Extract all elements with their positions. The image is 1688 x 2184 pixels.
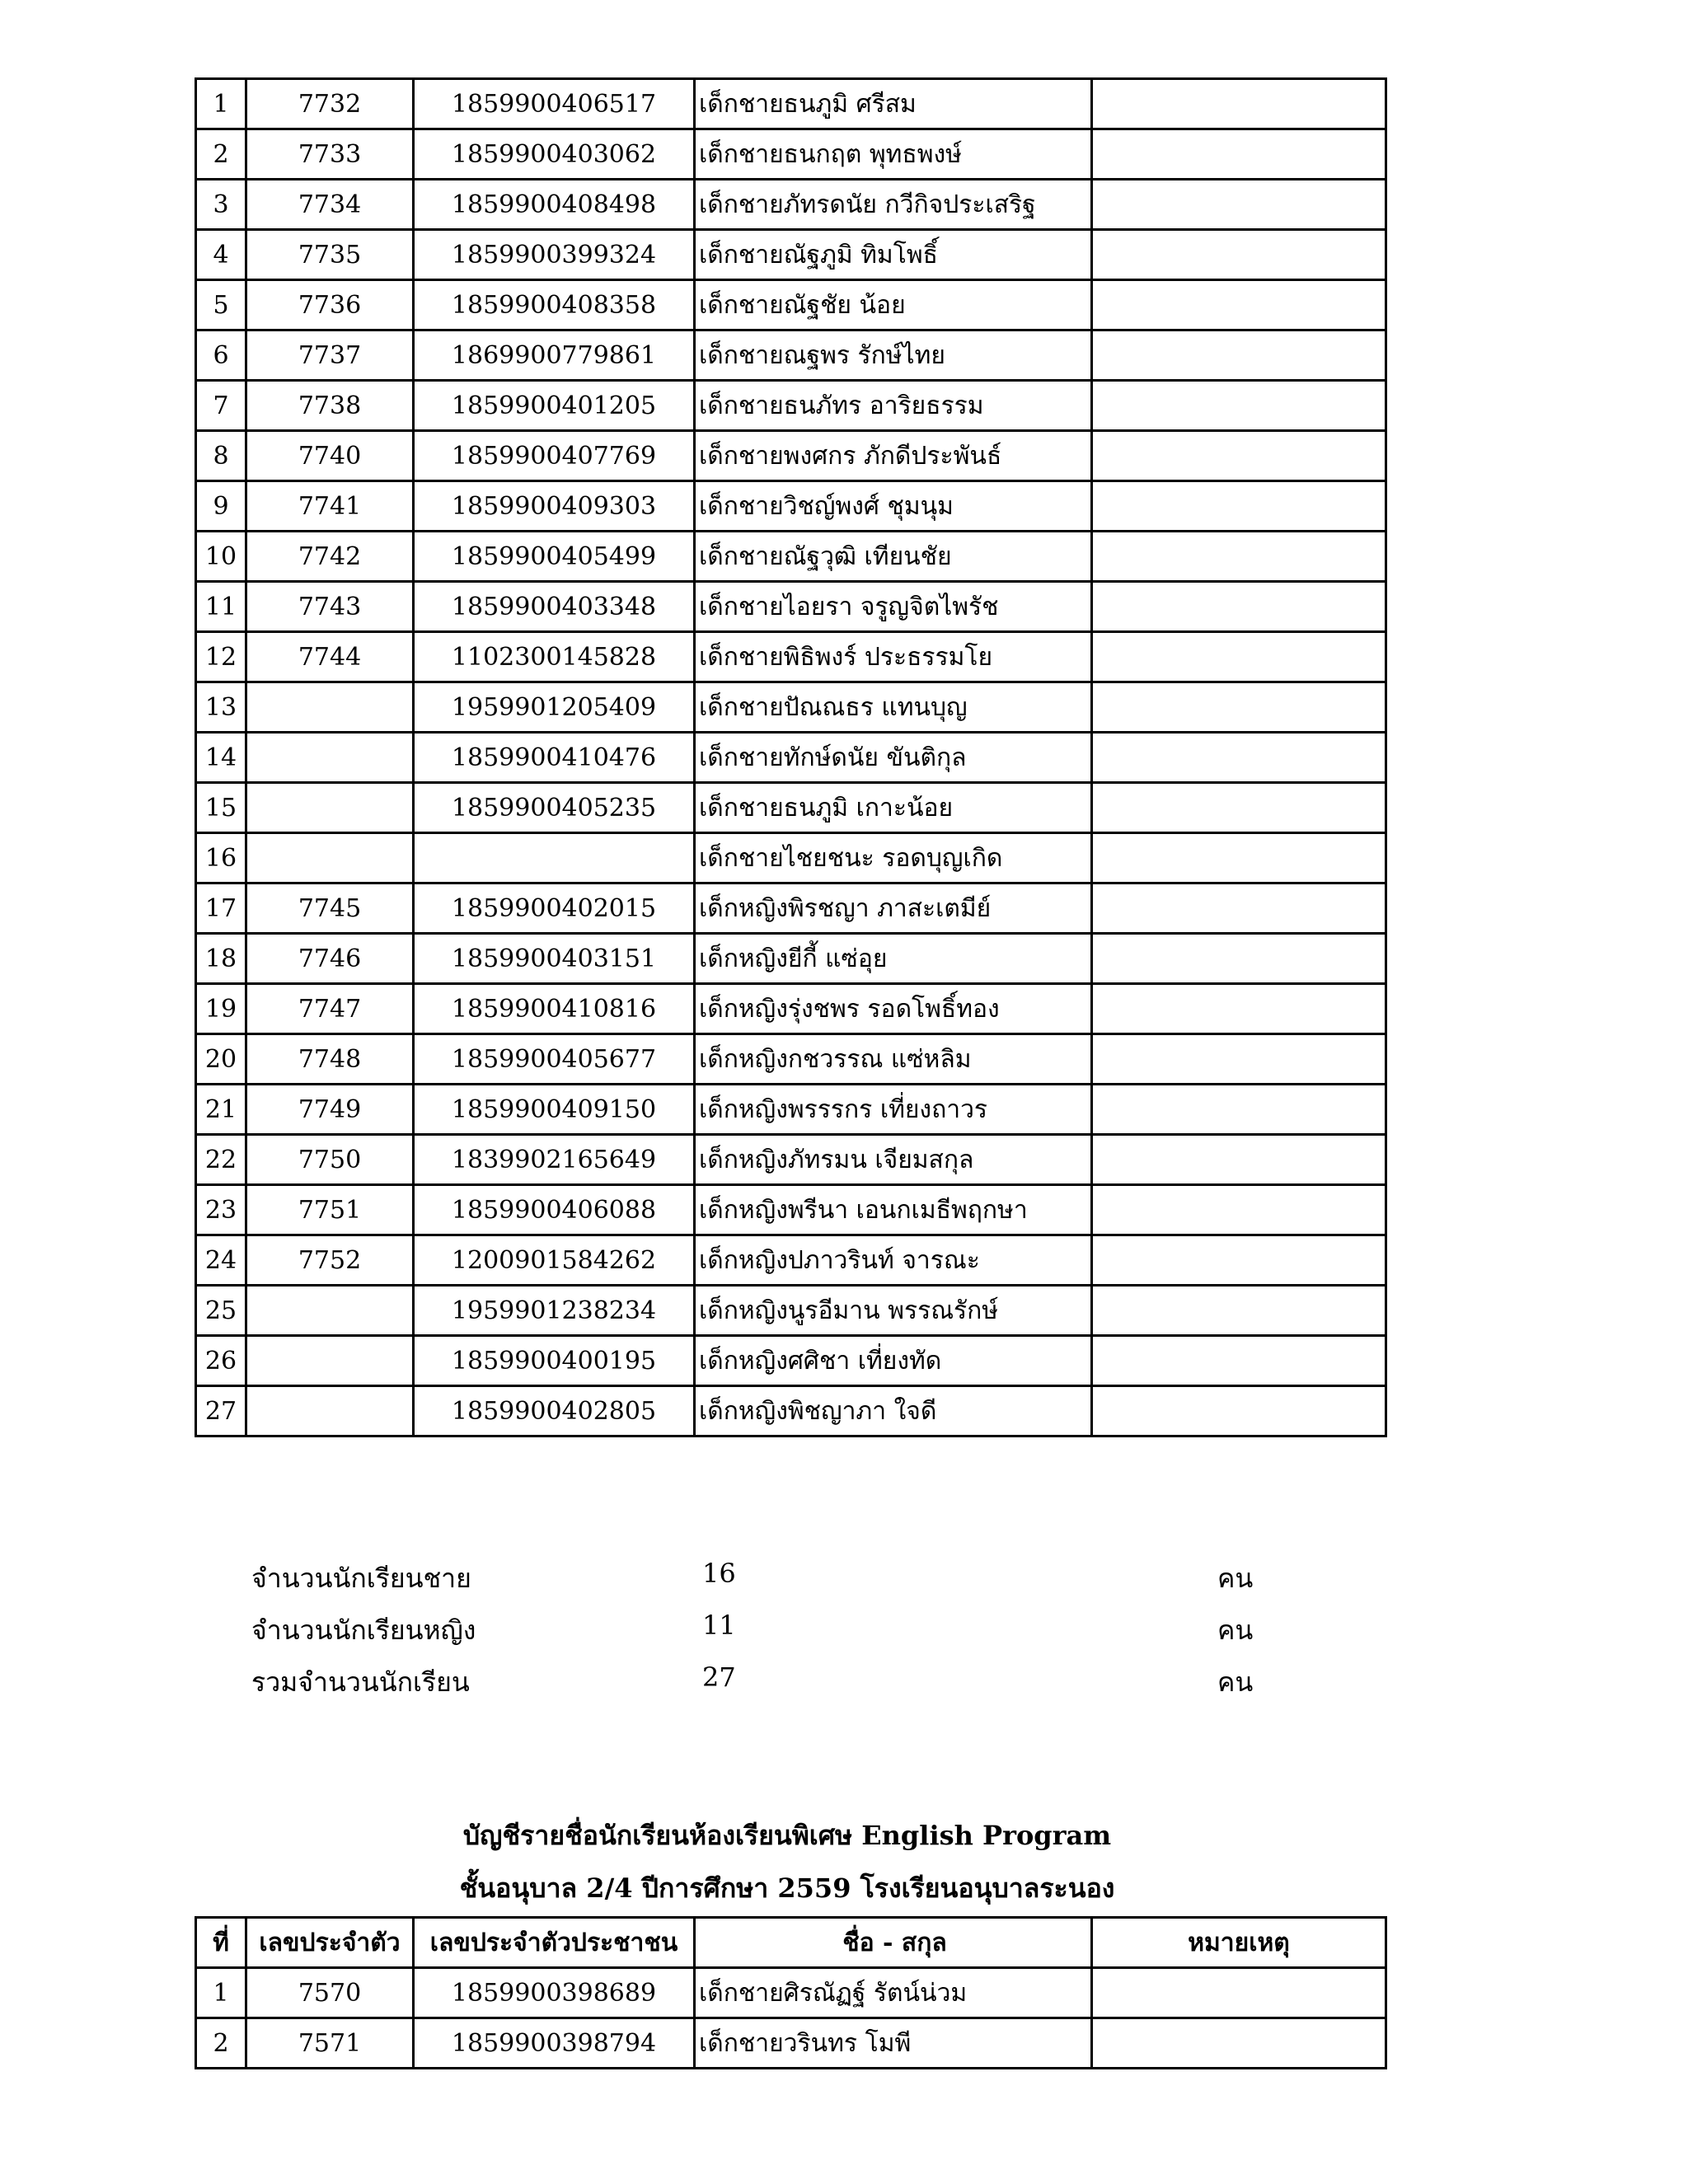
- table-row: [196, 381, 1386, 431]
- cell-student-id: 7745: [246, 883, 414, 934]
- cell-student-id: 7732: [246, 79, 414, 129]
- cell-no: 15: [196, 783, 246, 833]
- summary-total-unit: คน: [1217, 1666, 1254, 1698]
- header-remark: หมายเหตุ: [1092, 1918, 1386, 1968]
- cell-name: เด็กชายปัณณธร แทนบุญ: [695, 682, 1092, 733]
- cell-name: เด็กหญิงปภาวรินท์ จารณะ: [695, 1235, 1092, 1286]
- cell-remark: [1092, 381, 1386, 431]
- cell-name: เด็กชายไอยรา จรูญจิตไพรัช: [695, 582, 1092, 632]
- cell-remark: [1092, 783, 1386, 833]
- cell-remark: [1092, 129, 1386, 180]
- summary-girls-label: จำนวนนักเรียนหญิง: [251, 1615, 476, 1646]
- cell-name: เด็กหญิงกชวรรณ แซ่หลิม: [695, 1034, 1092, 1085]
- cell-remark: [1092, 1336, 1386, 1386]
- cell-remark: [1092, 1185, 1386, 1235]
- cell-student-id: 7733: [246, 129, 414, 180]
- summary-boys-label: จำนวนนักเรียนชาย: [251, 1563, 471, 1594]
- cell-citizen-id: 1859900398794: [414, 2018, 695, 2069]
- cell-student-id: 7749: [246, 1085, 414, 1135]
- cell-student-id: 7571: [246, 2018, 414, 2069]
- table-row: [196, 682, 1386, 733]
- cell-student-id: 7747: [246, 984, 414, 1034]
- table-row: [196, 934, 1386, 984]
- cell-no: 2: [196, 129, 246, 180]
- summary-girls-value: 11: [702, 1610, 736, 1641]
- cell-student-id: 7734: [246, 180, 414, 230]
- cell-student-id: 7750: [246, 1135, 414, 1185]
- cell-no: 11: [196, 582, 246, 632]
- cell-remark: [1092, 833, 1386, 883]
- table-row: [196, 129, 1386, 180]
- cell-name: เด็กชายภัทรดนัย กวีกิจประเสริฐ: [695, 180, 1092, 230]
- cell-citizen-id: 1859900408498: [414, 180, 695, 230]
- cell-remark: [1092, 883, 1386, 934]
- cell-no: 25: [196, 1286, 246, 1336]
- table-row: [196, 883, 1386, 934]
- summary-boys-unit: คน: [1217, 1563, 1254, 1594]
- cell-no: 24: [196, 1235, 246, 1286]
- cell-student-id: 7736: [246, 280, 414, 330]
- cell-name: เด็กชายณัฐชัย น้อย: [695, 280, 1092, 330]
- cell-remark: [1092, 1235, 1386, 1286]
- cell-student-id: 7570: [246, 1968, 414, 2018]
- section-subtitle: ชั้นอนุบาล 2/4 ปีการศึกษา 2559 โรงเรียนอนุบาลระนอง: [459, 1872, 1115, 1904]
- summary-boys-value: 16: [702, 1558, 736, 1589]
- cell-no: 7: [196, 381, 246, 431]
- cell-name: เด็กหญิงรุ่งชพร รอดโพธิ์ทอง: [695, 984, 1092, 1034]
- header-citizen-id: เลขประจำตัวประชาชน: [414, 1918, 695, 1968]
- cell-citizen-id: 1859900409150: [414, 1085, 695, 1135]
- table-row: [196, 783, 1386, 833]
- cell-no: 21: [196, 1085, 246, 1135]
- cell-citizen-id: 1859900405677: [414, 1034, 695, 1085]
- cell-no: 22: [196, 1135, 246, 1185]
- cell-name: เด็กชายธนกฤต พุทธพงษ์: [695, 129, 1092, 180]
- student-list-table-2: [195, 1916, 1387, 2069]
- cell-name: เด็กชายณัฐวุฒิ เทียนชัย: [695, 532, 1092, 582]
- table-row: [196, 431, 1386, 481]
- cell-name: เด็กชายธนภัทร อาริยธรรม: [695, 381, 1092, 431]
- cell-no: 6: [196, 330, 246, 381]
- cell-name: เด็กชายพิธิพงร์ ประธรรมโย: [695, 632, 1092, 682]
- table-row: [196, 1336, 1386, 1386]
- cell-no: 20: [196, 1034, 246, 1085]
- cell-name: เด็กชายไชยชนะ รอดบุญเกิด: [695, 833, 1092, 883]
- cell-student-id: 7746: [246, 934, 414, 984]
- header-no: ที่: [196, 1918, 246, 1968]
- cell-student-id: 7737: [246, 330, 414, 381]
- cell-name: เด็กหญิงพิรชญา ภาสะเตมีย์: [695, 883, 1092, 934]
- cell-no: 2: [196, 2018, 246, 2069]
- cell-remark: [1092, 934, 1386, 984]
- cell-name: เด็กหญิงพรีนา เอนกเมธีพฤกษา: [695, 1185, 1092, 1235]
- cell-name: เด็กชายทักษ์ดนัย ขันติกุล: [695, 733, 1092, 783]
- cell-name: เด็กหญิงศศิชา เที่ยงทัด: [695, 1336, 1092, 1386]
- cell-no: 13: [196, 682, 246, 733]
- cell-citizen-id: 1859900402015: [414, 883, 695, 934]
- table-row: [196, 733, 1386, 783]
- cell-no: 5: [196, 280, 246, 330]
- cell-name: เด็กชายธนภูมิ เกาะน้อย: [695, 783, 1092, 833]
- summary-total-value: 27: [702, 1661, 736, 1693]
- cell-no: 1: [196, 1968, 246, 2018]
- table-row: [196, 833, 1386, 883]
- cell-name: เด็กชายณัฐภูมิ ทิมโพธิ์: [695, 230, 1092, 280]
- cell-no: 14: [196, 733, 246, 783]
- cell-student-id: 7741: [246, 481, 414, 532]
- table-row: [196, 330, 1386, 381]
- cell-citizen-id: 1959901205409: [414, 682, 695, 733]
- cell-no: 18: [196, 934, 246, 984]
- table-row: [196, 1968, 1386, 2018]
- cell-citizen-id: 1859900405235: [414, 783, 695, 833]
- cell-no: 8: [196, 431, 246, 481]
- cell-remark: [1092, 481, 1386, 532]
- cell-remark: [1092, 330, 1386, 381]
- cell-student-id: 7744: [246, 632, 414, 682]
- cell-no: 19: [196, 984, 246, 1034]
- cell-name: เด็กชายณฐพร รักษ์ไทย: [695, 330, 1092, 381]
- cell-no: 3: [196, 180, 246, 230]
- cell-no: 17: [196, 883, 246, 934]
- header-student-id: เลขประจำตัว: [246, 1918, 414, 1968]
- cell-remark: [1092, 2018, 1386, 2069]
- cell-name: เด็กหญิงภัทรมน เจียมสกุล: [695, 1135, 1092, 1185]
- cell-remark: [1092, 532, 1386, 582]
- cell-remark: [1092, 984, 1386, 1034]
- cell-name: เด็กหญิงนูรอีมาน พรรณรักษ์: [695, 1286, 1092, 1336]
- cell-remark: [1092, 79, 1386, 129]
- cell-citizen-id: 1859900403348: [414, 582, 695, 632]
- table-row: [196, 2018, 1386, 2069]
- cell-student-id: [246, 833, 414, 883]
- cell-student-id: [246, 783, 414, 833]
- cell-citizen-id: 1859900408358: [414, 280, 695, 330]
- cell-no: 16: [196, 833, 246, 883]
- table-row: [196, 1185, 1386, 1235]
- student-list-table: [195, 77, 1387, 1437]
- cell-student-id: 7740: [246, 431, 414, 481]
- section-title: บัญชีรายชื่อนักเรียนห้องเรียนพิเศษ English Program: [462, 1820, 1112, 1851]
- cell-citizen-id: 1859900398689: [414, 1968, 695, 2018]
- cell-student-id: 7742: [246, 532, 414, 582]
- table-row: [196, 280, 1386, 330]
- cell-student-id: [246, 1386, 414, 1436]
- cell-remark: [1092, 1034, 1386, 1085]
- cell-remark: [1092, 1968, 1386, 2018]
- cell-remark: [1092, 582, 1386, 632]
- table-row: [196, 180, 1386, 230]
- table-row: [196, 984, 1386, 1034]
- cell-remark: [1092, 632, 1386, 682]
- cell-citizen-id: 1859900409303: [414, 481, 695, 532]
- cell-citizen-id: 1859900407769: [414, 431, 695, 481]
- table-row: [196, 1135, 1386, 1185]
- cell-citizen-id: 1859900399324: [414, 230, 695, 280]
- cell-citizen-id: [414, 833, 695, 883]
- cell-citizen-id: 1859900406088: [414, 1185, 695, 1235]
- cell-no: 10: [196, 532, 246, 582]
- table-row: [196, 632, 1386, 682]
- cell-remark: [1092, 230, 1386, 280]
- cell-remark: [1092, 733, 1386, 783]
- cell-name: เด็กชายพงศกร ภักดีประพันธ์: [695, 431, 1092, 481]
- cell-remark: [1092, 180, 1386, 230]
- table-row: [196, 532, 1386, 582]
- cell-no: 1: [196, 79, 246, 129]
- table-row: [196, 79, 1386, 129]
- cell-citizen-id: 1869900779861: [414, 330, 695, 381]
- cell-citizen-id: 1859900401205: [414, 381, 695, 431]
- table-row: [196, 1386, 1386, 1436]
- cell-citizen-id: 1859900405499: [414, 532, 695, 582]
- cell-citizen-id: 1859900403062: [414, 129, 695, 180]
- table-row: [196, 481, 1386, 532]
- cell-student-id: 7735: [246, 230, 414, 280]
- cell-remark: [1092, 1135, 1386, 1185]
- cell-remark: [1092, 431, 1386, 481]
- cell-name: เด็กชายวรินทร โมพี: [695, 2018, 1092, 2069]
- cell-citizen-id: 1859900410476: [414, 733, 695, 783]
- table-row: [196, 1286, 1386, 1336]
- cell-no: 26: [196, 1336, 246, 1386]
- cell-remark: [1092, 1085, 1386, 1135]
- table-row: [196, 230, 1386, 280]
- cell-name: เด็กชายธนภูมิ ศรีสม: [695, 79, 1092, 129]
- cell-remark: [1092, 1386, 1386, 1436]
- cell-name: เด็กหญิงพรรรกร เที่ยงถาวร: [695, 1085, 1092, 1135]
- cell-no: 27: [196, 1386, 246, 1436]
- cell-citizen-id: 1102300145828: [414, 632, 695, 682]
- cell-citizen-id: 1959901238234: [414, 1286, 695, 1336]
- table-header-row: [196, 1918, 1386, 1968]
- cell-remark: [1092, 280, 1386, 330]
- table-row: [196, 1235, 1386, 1286]
- cell-remark: [1092, 1286, 1386, 1336]
- cell-student-id: 7748: [246, 1034, 414, 1085]
- cell-no: 23: [196, 1185, 246, 1235]
- cell-student-id: [246, 1286, 414, 1336]
- table-row: [196, 1034, 1386, 1085]
- student-list-body: [196, 79, 1386, 1436]
- cell-student-id: [246, 733, 414, 783]
- cell-student-id: 7752: [246, 1235, 414, 1286]
- cell-name: เด็กชายวิชญ์พงศ์ ชุมนุม: [695, 481, 1092, 532]
- cell-student-id: [246, 682, 414, 733]
- cell-name: เด็กชายศิรณัฏฐ์ รัตน์น่วม: [695, 1968, 1092, 2018]
- cell-citizen-id: 1859900400195: [414, 1336, 695, 1386]
- cell-no: 9: [196, 481, 246, 532]
- student-list-body-2: [196, 1968, 1386, 2069]
- summary-total-label: รวมจำนวนนักเรียน: [251, 1666, 470, 1698]
- cell-name: เด็กหญิงยีกี้ แซ่อุย: [695, 934, 1092, 984]
- cell-citizen-id: 1859900402805: [414, 1386, 695, 1436]
- cell-name: เด็กหญิงพิชญาภา ใจดี: [695, 1386, 1092, 1436]
- cell-remark: [1092, 682, 1386, 733]
- header-name: ชื่อ - สกุล: [695, 1918, 1092, 1968]
- table-row: [196, 582, 1386, 632]
- cell-citizen-id: 1200901584262: [414, 1235, 695, 1286]
- summary-girls-unit: คน: [1217, 1615, 1254, 1646]
- cell-citizen-id: 1859900406517: [414, 79, 695, 129]
- cell-no: 4: [196, 230, 246, 280]
- cell-student-id: 7743: [246, 582, 414, 632]
- cell-student-id: 7751: [246, 1185, 414, 1235]
- cell-citizen-id: 1839902165649: [414, 1135, 695, 1185]
- cell-citizen-id: 1859900410816: [414, 984, 695, 1034]
- cell-no: 12: [196, 632, 246, 682]
- cell-citizen-id: 1859900403151: [414, 934, 695, 984]
- cell-student-id: [246, 1336, 414, 1386]
- table-row: [196, 1085, 1386, 1135]
- cell-student-id: 7738: [246, 381, 414, 431]
